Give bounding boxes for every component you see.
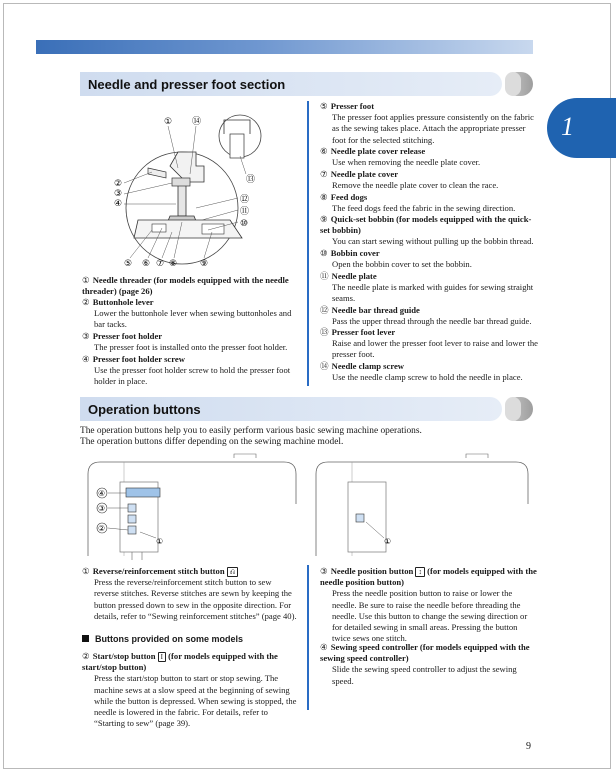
callout-4: ④	[114, 199, 123, 209]
callout-9: ⑨	[200, 259, 209, 269]
diagram-label-1-right: ①	[384, 537, 392, 546]
item-needle-plate: ⑪ Needle plate The needle plate is marked with guides for sewing straight seams.	[320, 271, 534, 304]
column-divider-2	[307, 565, 309, 710]
callout-10: ⑩	[240, 219, 249, 229]
header-band	[36, 40, 533, 54]
machine-diagram-right	[312, 452, 534, 560]
machine-diagram-left	[84, 452, 302, 560]
item-needle-plate-cover: ⑦ Needle plate cover Remove the needle plate cover to clean the race.	[320, 169, 499, 191]
callout-8: ⑧	[169, 259, 178, 269]
callout-7: ⑦	[156, 259, 165, 269]
section-title: Needle and presser foot section	[88, 77, 286, 92]
item-presser-foot-lever: ⑬ Presser foot lever Raise and lower the presser foot lever to raise and lower the presser foot.	[320, 327, 538, 360]
intro-line-2: The operation buttons differ depending on the sewing machine model.	[80, 437, 344, 447]
callout-1: ①	[164, 117, 173, 127]
callout-6: ⑥	[142, 259, 151, 269]
item-presser-foot: ⑤ Presser foot The presser foot applies pressure consistently on the fabric as the sewing takes place. Attach the appropriate presser foot for the selected stitching.	[320, 101, 534, 145]
diagram-label-1: ①	[156, 537, 164, 546]
callout-14: ⑭	[192, 117, 202, 127]
item-bobbin-cover: ⑩ Bobbin cover Open the bobbin cover to set the bobbin.	[320, 248, 472, 270]
item-presser-foot-holder-screw: ④ Presser foot holder screw Use the presser foot holder screw to hold the presser foot holder in place.	[82, 354, 291, 387]
needle-presser-diagram	[112, 108, 270, 270]
callout-2: ②	[114, 179, 123, 189]
callout-3: ③	[114, 189, 123, 199]
reverse-stitch-icon: ⎌	[227, 567, 239, 577]
chapter-tab	[547, 98, 616, 158]
item-presser-foot-holder: ③ Presser foot holder The presser foot is installed onto the presser foot holder.	[82, 331, 288, 353]
item-sewing-speed-controller: ④ Sewing speed controller (for models equipped with the sewing speed controller) Slide the sewing speed controller to adjust the sewing speed.	[320, 642, 530, 686]
item-needle-position-button: ③ Needle position button ↕ (for models equipped with the needle position button) Press the needle position button to raise or lower the needle. Be sure to raise the needle before threading the needle. Use this button to change the sewing direction or for detailed sewing in small areas. Pressing the button twice sews one stitch.	[320, 566, 537, 644]
page-number: 9	[526, 741, 531, 752]
item-needle-bar-thread-guide: ⑫ Needle bar thread guide Pass the upper thread through the needle bar thread guide.	[320, 305, 532, 327]
intro-line-1: The operation buttons help you to easily perform various basic sewing machine operations.	[80, 426, 422, 436]
item-start-stop-button: ② Start/stop button I (for models equipped with the start/stop button) Press the start/stop button to start or stop sewing. The machine sews at a slow speed at the beginning of sewing while the button is depressed. When sewing is stopped, the needle is lowered in the fabric. For details, refer to “Starting to sew” (page 39).	[82, 651, 297, 729]
item-quick-set-bobbin: ⑨ Quick-set bobbin (for models equipped with the quick-set bobbin) You can start sewing without pulling up the bobbin thread.	[320, 214, 534, 247]
diagram-label-4: ④	[98, 489, 106, 498]
section-bar-cap-icon	[505, 72, 533, 96]
section-title-bar-operation	[80, 397, 502, 421]
section-title-bar	[80, 72, 502, 96]
item-reverse-stitch-button: ① Reverse/reinforcement stitch button ⎌ Press the reverse/reinforcement stitch button to sew reverse stitches. Reverse stitches are sewn by keeping the button pressed down to sew in the opposite direction. For details, refer to “Sewing reinforcement stitches” (page 40).	[82, 566, 297, 621]
item-needle-threader: ① Needle threader (for models equipped with the needle threader) (page 26)	[82, 275, 289, 297]
diagram-label-3: ③	[98, 504, 106, 513]
column-divider	[307, 101, 309, 386]
item-feed-dogs: ⑧ Feed dogs The feed dogs feed the fabric in the sewing direction.	[320, 192, 516, 214]
section-title-operation: Operation buttons	[88, 402, 201, 417]
chapter-number: 1	[561, 112, 574, 141]
callout-12: ⑫	[240, 195, 250, 205]
callout-11: ⑪	[240, 207, 250, 217]
needle-position-icon: ↕	[415, 567, 425, 577]
item-buttonhole-lever: ② Buttonhole lever Lower the buttonhole lever when sewing buttonholes and bar tacks.	[82, 297, 292, 330]
subheading-some-models: Buttons provided on some models	[82, 634, 243, 644]
item-needle-clamp-screw: ⑭ Needle clamp screw Use the needle clamp screw to hold the needle in place.	[320, 361, 523, 383]
callout-13: ⑬	[246, 175, 256, 185]
item-needle-plate-cover-release: ⑥ Needle plate cover release Use when removing the needle plate cover.	[320, 146, 481, 168]
diagram-label-2: ②	[98, 524, 106, 533]
start-stop-icon: I	[158, 652, 166, 662]
callout-5: ⑤	[124, 259, 133, 269]
section-bar-cap-icon-2	[505, 397, 533, 421]
